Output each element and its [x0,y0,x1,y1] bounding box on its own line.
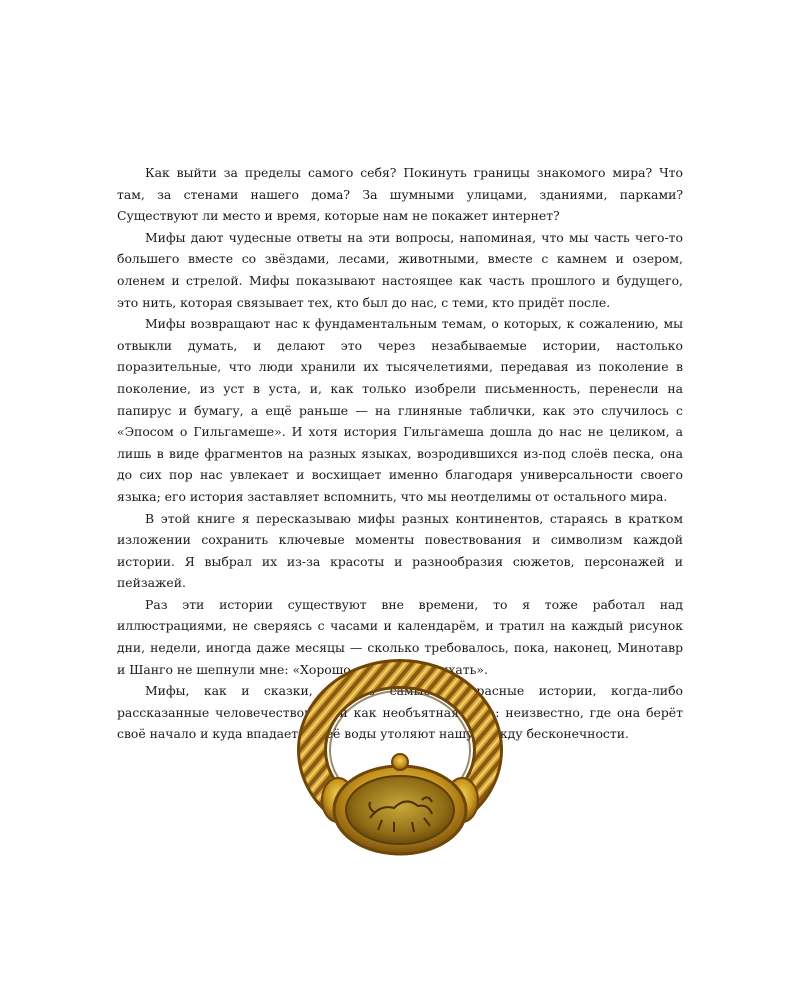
paragraph: Раз эти истории существуют вне времени, то я тоже работал над иллюстрациями, не сверяясь с часами и календарём, и тратил на каждый рисунок дни, недели, иногда даже месяцы — сколько требовалось, пока, наконец, Минотавр и Шанго не шепнули мне: «Хорошо, можешь отдыхать». [117,596,683,677]
paragraph: Мифы дают чудесные ответы на эти вопросы, напоминая, что мы часть чего-то большего вместе со звёздами, лесами, животными, вместе с камнем и озером, оленем и стрелой. Мифы показывают настоящее как часть прошлого и будущего, это нить, которая связывает тех, кто был до нас, с теми, кто придёт после. [117,229,683,310]
gold-ring-image [290,650,510,880]
paragraph: Мифы, как и сказки, — это самые прекрасные истории, когда-либо рассказанные человечеством; они как необъятная река: неизвестно, где она берёт своё начало и куда впадает, но её воды утоляют нашу жажду бесконечности. [117,683,683,742]
ring-bezel-seal [346,776,454,844]
paragraph: В этой книге я пересказываю мифы разных континентов, стараясь в кратком изложении сохранить ключевые моменты повествования и символизм каждой истории. Я выбрал их из-за красоты и разнообразия сюжетов, персонажей и пейзажей. [117,510,683,591]
paragraph: Мифы возвращают нас к фундаментальным темам, о которых, к сожалению, мы отвыкли думать, и делают это через незабываемые истории, настолько поразительные, что люди хранили их тысячелетиями, передавая из поколение в поколение, из уст в уста, и, как только изобрели письменность, перенесли на папирус и бумагу, а ещё раньше — на глиняные таблички, как это случилось с «Эпосом о Гильгамеше». И хотя история Гильгамеша дошла до нас не целиком, а лишь в виде фрагментов на разных языках, возродившихся из-под слоёв песка, она до сих пор нас увлекает и восхищает именно благодаря универсальности своего языка; его история заставляет вспомнить, что мы неотделимы от остального мира. [117,316,683,504]
paragraph: Как выйти за пределы самого себя? Покинуть границы знакомого мира? Что там, за стенами нашего дома? За шумными улицами, зданиями, парками? Существуют ли место и время, которые нам не покажет интернет? [117,165,683,224]
ring-illustration [0,650,800,890]
